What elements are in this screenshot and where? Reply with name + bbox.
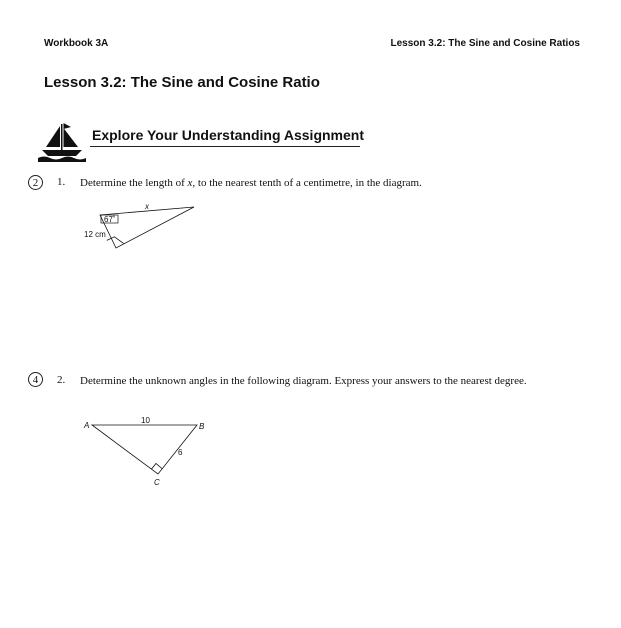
side-label-bc: 6 <box>178 448 183 457</box>
workbook-label: Workbook 3A <box>44 38 109 49</box>
side-label-12cm: 12 cm <box>84 230 106 239</box>
triangle-diagram-1 <box>70 195 210 260</box>
question-text: Determine the length of x, to the nearest tenth of a centimetre, in the diagram. <box>80 177 422 189</box>
marks-badge: 2 <box>28 175 43 190</box>
section-title: Explore Your Understanding Assignment <box>92 127 365 143</box>
right-angle-mark <box>152 464 163 470</box>
triangle-diagram-2 <box>75 412 225 492</box>
page-title: Lesson 3.2: The Sine and Cosine Ratio <box>44 74 320 91</box>
side-label-x: x <box>145 202 149 211</box>
right-angle-mark <box>107 237 124 244</box>
sailing-ship-icon <box>38 118 86 162</box>
vertex-label-a: A <box>84 421 90 430</box>
lesson-header-label: Lesson 3.2: The Sine and Cosine Ratios <box>390 38 580 49</box>
vertex-label-b: B <box>199 422 205 431</box>
side-label-ab: 10 <box>141 416 150 425</box>
vertex-label-c: C <box>154 478 160 487</box>
question-number: 1. <box>57 176 66 188</box>
section-underline <box>90 146 360 147</box>
question-text: Determine the unknown angles in the following diagram. Express your answers to the nearest degree. <box>80 375 527 387</box>
angle-label: 67˚ <box>104 215 116 224</box>
question-number: 2. <box>57 374 66 386</box>
triangle-outline <box>100 207 194 248</box>
marks-badge: 4 <box>28 372 43 387</box>
